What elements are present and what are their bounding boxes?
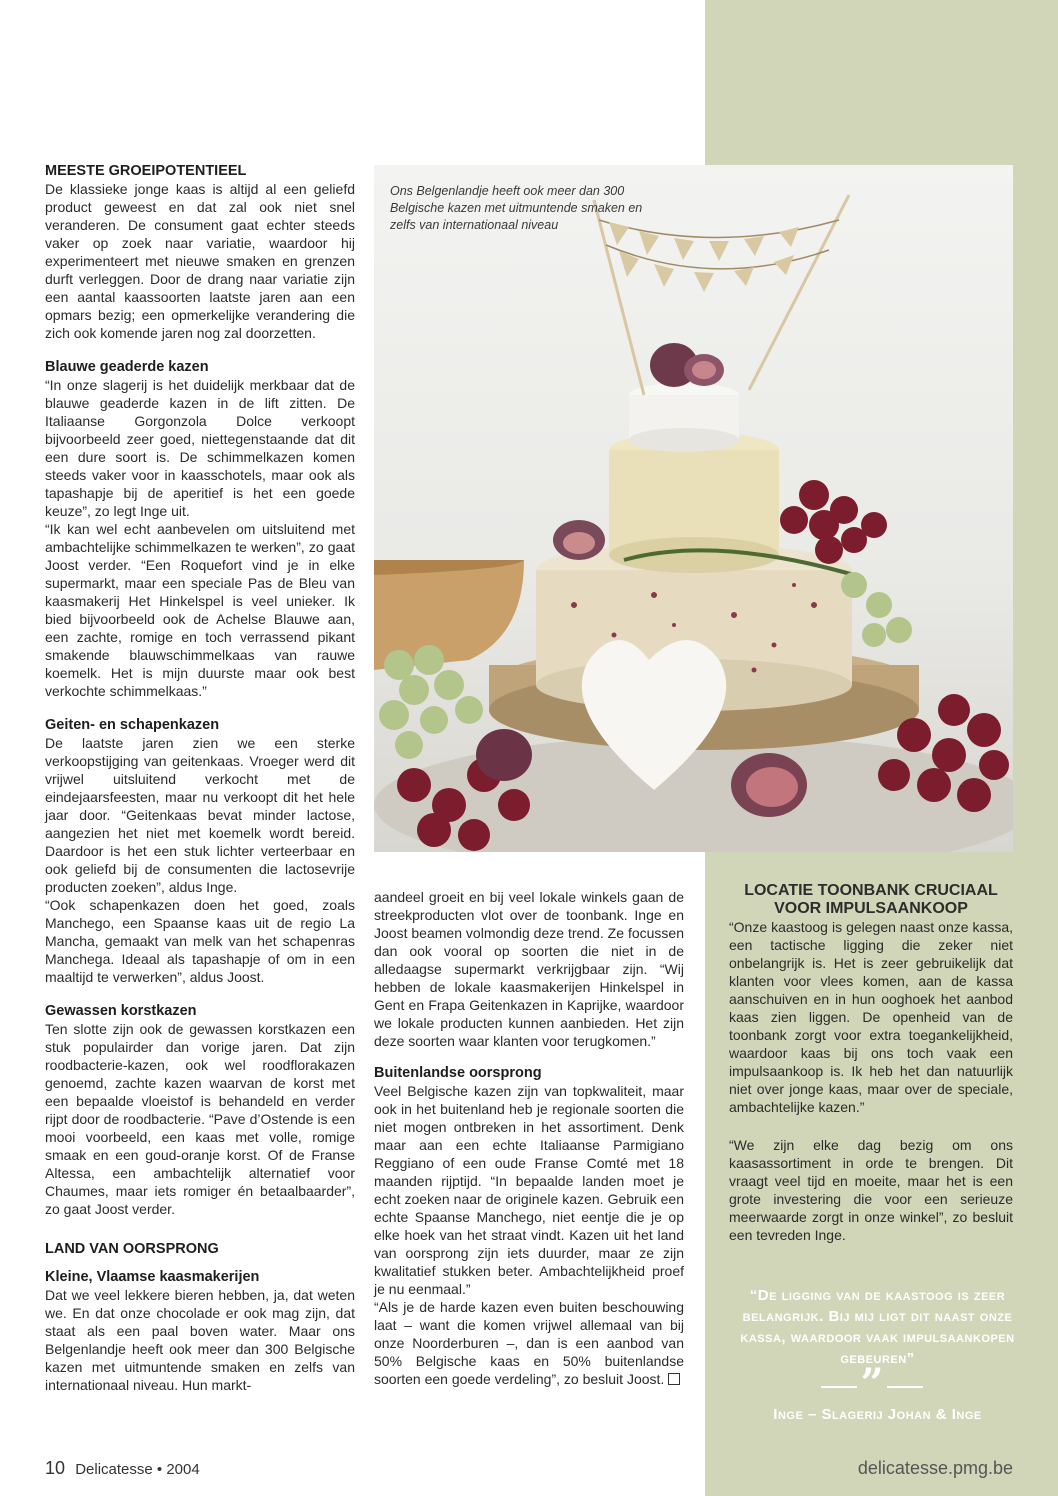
paragraph: De laatste jaren zien we een sterke verkoopstijging van geitenkaas. Vroeger werd dit vrijwel uitsluitend verkocht met de eindejaarsfeesten, maar nu verkoopt dit het hele jaar door. “Geitenkaas bevat minder lactose, aangezien het niet met koemelk wordt bereid. Daardoor is het een stuk lichter verteerbaar en ook geliefd bij de consumenten die lactosevrije producten zoeken”, aldus Inge. [45, 735, 355, 895]
paragraph: Ten slotte zijn ook de gewassen korstkazen een stuk populairder dan vorige jaren. Dat zijn roodbacterie-kazen, ook wel roodflorakazen genoemd, zachte kazen waarvan de korst met een bepaalde vloeistof is behandeld en verder rijpt door de roodbacterie. “Pave d’Ostende is een mooi voorbeeld, een kaas met volle, romige smaak en een goud-oranje korst. Of de Franse Altessa, een ambachtelijk alternatief voor Chaumes, maar iets romiger én betaalbaarder”, zo gaat Joost verder. [45, 1021, 355, 1217]
paragraph: Dat we veel lekkere bieren hebben, ja, dat weten we. En dat onze chocolade er ook mag zijn, dat staat als een paal boven water. Maar ons Belgenlandje heeft ook meer dan 300 Belgische kazen met uitmuntende smaken en zelfs van internationaal niveau. Hun markt- [45, 1287, 355, 1393]
page-number: 10 [45, 1458, 66, 1478]
quote-mark-icon: ” [860, 1360, 884, 1407]
paragraph: “Ik kan wel echt aanbevelen om uitsluitend met ambachtelijke schimmelkazen te werken”, zo gaat Joost verder. “Een Roquefort vind je in elke supermarkt, maar een speciale Pas de Bleu van kaasmakerij Het Hinkelspel is veel unieker. Ik bied bijvoorbeeld ook de Achelse Blauwe aan, een zachte, romige en toch verrassend pikant smakende blauwschimmelkaas van rauwe koemelk. Het is mijn duurste maar ook best verkochte schimmelkaas.” [45, 521, 355, 699]
subheading: Gewassen korstkazen [45, 1003, 197, 1019]
cheese-cake-photo [374, 165, 1013, 852]
quote-author: Inge – Slagerij Johan & Inge [773, 1406, 982, 1423]
paragraph: “In onze slagerij is het duidelijk merkbaar dat de blauwe geaderde kazen in de lift zitten. De Italiaanse Gorgonzola Dolce verkoopt bijvoorbeeld zeer goed, niettegenstaande dat dit een dure soort is. De schimmelkazen komen steeds vaker voor in kaasschotels, maar ook als tapashapje bij de aperitief is het een goede keuze”, zo legt Inge uit. [45, 377, 355, 519]
end-mark-icon [668, 1373, 680, 1385]
left-column [45, 162, 355, 1394]
publication-name: Delicatesse • 2004 [75, 1461, 200, 1478]
sidebar-box [729, 882, 1013, 1244]
sidebar-title: LOCATIE TOONBANK CRUCIAAL VOOR IMPULSAANKOOP [744, 882, 998, 917]
paragraph: Veel Belgische kazen zijn van topkwaliteit, maar ook in het buitenland heb je regionale soorten die niet mogen ontbreken in het assortiment. Denk maar aan een echte Italiaanse Parmigiano Reggiano of een oude Franse Comté met 18 maanden rijptijd. “In bepaalde landen moet je echt zoeken naar de originele kazen. Gebruik een echte Spaanse Manchego, niet eentje die je op elke hoek van het straat vindt. Kazen uit het land van oorsprong zijn iets duurder, maar ze zijn kwalitatief stukken beter. Ambachtelijkheid proef je nu eenmaal.” [374, 1083, 684, 1297]
website-link[interactable]: delicatesse.pmg.be [857, 1458, 1013, 1478]
paragraph: “Onze kaastoog is gelegen naast onze kassa, een tactische ligging die zeker niet onbelangrijk is. Het is zeer gebruikelijk dat klanten voor vlees komen, aan de kassa aanschuiven en in hun ooghoek het aanbod kaas zien liggen. De openheid van de toonbank zorgt voor extra toegankelijkheid, waardoor kaas bij ons toch vaak een impulsaankoop is. Ik heb het dan natuurlijk niet over jonge kaas, maar over de speciale, ambachtelijke kazen.” [729, 919, 1013, 1115]
subheading: Kleine, Vlaamse kaasmakerijen [45, 1269, 260, 1285]
subheading: Blauwe geaderde kazen [45, 359, 209, 375]
section-heading: LAND VAN OORSPRONG [45, 1241, 219, 1257]
paragraph [374, 1298, 684, 1388]
paragraph-text: “Als je de harde kazen even buiten beschouwing laat – want die komen vrijwel allemaal van bij onze Noorderburen –, dan is een aanbod van 50% Belgische kaas en 50% buitenlandse soorten een goede verdeling”, zo besluit Joost. [374, 1299, 684, 1387]
pull-quote: “De ligging van de kaastoog is zeer belangrijk. Bij mij ligt dit naast onze kassa, waardoor vaak impulsaankopen gebeuren” [740, 1287, 1015, 1367]
divider [821, 1386, 857, 1388]
footer-left [45, 1458, 200, 1479]
section-heading: MEESTE GROEIPOTENTIEEL [45, 163, 247, 179]
divider [887, 1386, 923, 1388]
photo-caption: Ons Belgenlandje heeft ook meer dan 300 Belgische kazen met uitmuntende smaken en zelfs van internationaal niveau [390, 184, 643, 232]
paragraph: “We zijn elke dag bezig om ons kaasassortiment in orde te brengen. Dit vraagt veel tijd en moeite, maar het is een grote investering die voor een serieuze meerwaarde zorgt in onze winkel”, zo besluit een tevreden Inge. [729, 1137, 1013, 1243]
subheading: Buitenlandse oorsprong [374, 1065, 542, 1081]
paragraph: “Ook schapenkazen doen het goed, zoals Manchego, een Spaanse kaas uit de regio La Mancha, gemaakt van melk van het schapenras Manchega. Ideaal als tapashapje of om in een maaltijd te verwerken”, aldus Joost. [45, 897, 355, 985]
subheading: Geiten- en schapenkazen [45, 717, 220, 733]
paragraph: aandeel groeit en bij veel lokale winkels gaan de streekproducten vlot over de toonbank. Inge en Joost beamen volmondig deze trend. Ze focussen dan ook vooral op soorten die niet in de alledaagse supermarkt verkrijgbaar zijn. “Wij hebben de lokale kaasmakerijen Hinkelspel in Gent en Frapa Geitenkazen in Kaprijke, waardoor we lokale producten kunnen aanbieden. Het zijn deze soorten waar klanten voor terugkomen.” [374, 889, 684, 1049]
middle-column [374, 888, 684, 1388]
cheese-cake-illustration [374, 165, 1013, 852]
quote-separator [821, 1360, 923, 1407]
paragraph: De klassieke jonge kaas is altijd al een geliefd product geweest en dat zal ook niet snel veranderen. De consument gaat echter steeds vaker op zoek naar variatie, waardoor hij experimenteert met nieuwe smaken en grenzen durft verleggen. Door de drang naar variatie zijn een aantal kaassoorten laatste jaren aan een opmars bezig; een opmerkelijke verandering die zich ook komende jaren nog zal doorzetten. [45, 181, 355, 341]
